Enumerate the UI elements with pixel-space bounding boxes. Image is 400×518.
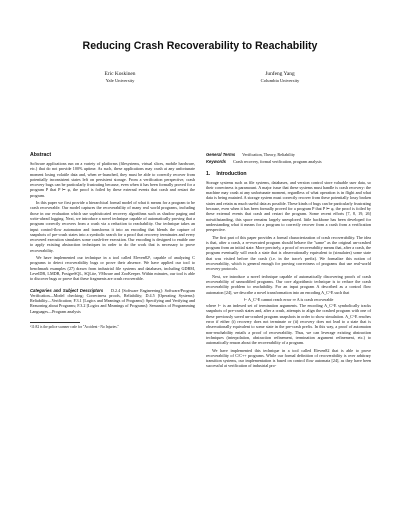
author-affiliation: Columbia University: [260, 78, 300, 83]
categories-text: D.2.4 [Software Engineering]: Software/Program Verification—Model checking; Correctness proofs, Reliability; D.4.5 [Operating Systems]: Reliability—Verification; F.3.1 [Logics and Meanings of Programs]: Specifying and Verifying and Reasoning about Programs; F.3.2 [Logics and Meanings of Programs]: Semantics of Programming Languages—Program analysis: [30, 287, 195, 314]
abstract-paragraph: Software applications run on a variety of platforms (filesystems, virtual slices, mobile hardware, etc.) that do not provide 100% uptime. As such, these applications may crash at any unfortunate moment losing volatile data and, when re-launched, they must be able to correctly recover from potentially inconsistent states left on persistent storage. From a verification perspective, crash recovery bugs can be particularly frustrating because, even when it has been formally proved for a program P that P ⊨ φ, the proof is foiled by these external events that crash and restart the program.: [30, 161, 195, 198]
footnote-rule: [30, 322, 80, 323]
intro-paragraph: where ⊢ is an indexed set of termination arguments. The encoding A_C^E symbolically tracks snapshots of pre-crash states and, after a crash, attempts to align the crashed program with one of these previously saved un-crashed program snapshots in order to show simulation. A_C^E reaches error if either (i) recovery does not terminate or (ii) recovery does not lead to a state that is observationally equivalent to some state in the pre-crash prefix. In this way, a proof of automaton non-reachability entails a proof of recoverability. Thus, we can leverage existing abstraction techniques (interpolation, abstraction refinement, termination argument refinement, etc.) to automatically reason about the recoverability of a program.: [206, 303, 371, 346]
categories-block: [30, 288, 195, 314]
intro-paragraph: Next, we introduce a novel technique capable of automatically discovering proofs of crash recoverability of unmodified programs. Our core algorithmic technique is to reduce the crash recoverability problem to reachability. For an input program A described as a control flow automaton [24], we describe a novel transformation into an encoding A_C^E such that: [206, 273, 371, 295]
intro-heading: [206, 171, 371, 177]
author-block: [40, 71, 200, 85]
general-terms-text: Verification, Theory, Reliability: [242, 152, 295, 157]
keywords: [206, 159, 371, 164]
abstract-heading: Abstract: [30, 152, 52, 158]
author-name: Eric Koskinen: [104, 71, 136, 77]
left-column: [30, 152, 195, 330]
author-name: Junfeng Yang: [265, 71, 295, 77]
general-terms: [206, 152, 371, 157]
paper-title: Reducing Crash Recoverability to Reachability: [82, 40, 318, 52]
section-title: Introduction: [216, 170, 247, 177]
keywords-text: Crash recovery, formal verification, program analysis: [233, 159, 322, 165]
intro-paragraph: We have implemented this technique in a tool called Eleven82 that is able to prove recoverability of C/C++ programs. While our formal definition of recoverability is over arbitrary transition systems, our implementation is based on control flow automata [24], as they have been successful at verification of industrial pro-: [206, 347, 371, 369]
abstract-paragraph: We have implemented our technique in a tool called Eleven82¹, capable of analyzing C programs to detect recoverability bugs or prove their absence. We have applied our tool to benchmark examples (27) drawn from industrial file systems and databases, including GDBM, LevelDB, LMDB, PostgreSQL, SQLite, VMware and ZooKeeper. Within minutes, our tool is able to discover bugs or prove that these fragments are crash recoverable.: [30, 255, 195, 282]
keywords-label: Keywords: [206, 159, 227, 165]
general-terms-label: General Terms: [206, 152, 236, 157]
display-formula: ⊢ A_C^E cannot reach error ⇒ A is crash recoverable: [243, 296, 334, 302]
intro-paragraph: Storage systems such as file systems, databases, and version control store valuable user data, so their correctness is paramount. A major issue that these systems must handle is crash recovery: the machine may crash at any unfortunate moment, regardless of what operation is in flight and what data is being mutated. A storage system must correctly recover from these potentially lossy broken states and retain as much useful data as possible. These kinds of bugs can be particularly frustrating because, even when it has been formally proved for a program P that P ⊨ φ, the proof is foiled by these external events that crash and restart the program. Some recent efforts [7, 8, 19, 26] notwithstanding, this space remains largely unexplored. little backbone has been developed for understanding what it means for a program to correctly recover from a crash from a verification perspective.: [206, 179, 371, 233]
intro-paragraph: The first part of this paper provides a formal characterization of crash recoverability. The idea is that, after a crash, a re-executed program should behave the "same" as the original un-crashed program from an initial state. More precisely, a proof of recoverability means that, after a crash, the program eventually will reach a state that is observationally equivalent to (simulates) some state that was visited before the crash (i.e. in the trace's prefix). We formalize this notion of recoverability, which is general enough for proving correctness of programs that use real-world recovery protocols.: [206, 234, 371, 272]
author-affiliation: Yale University: [105, 78, 135, 83]
abstract-paragraph: In this paper we first provide a hierarchical formal model of what it means for a program to be crash recoverable. Our model captures the recoverability of many real world programs, including those in our evaluation which use sophisticated recovery algorithms such as shadow paging and write-ahead logging. Next, we introduce a novel technique capable of automatically proving that a program correctly recovers from a crash via a reduction to reachability. Our technique takes an input control-flow automaton and transforms it into an encoding that blends the capture of snapshots of pre-crash states into a symbolic search for a proof that recovery terminates and every recovered execution simulates some crash-free execution. Our encoding is designed to enable one to apply existing abstraction techniques in order to do the work that is necessary to prove recoverability.: [30, 200, 195, 253]
author-block: [200, 71, 360, 85]
right-column: [206, 152, 371, 371]
section-number: 1.: [206, 170, 211, 177]
categories-heading: Categories and Subject Descriptors: [30, 287, 104, 293]
footnote: ¹11:82 is the police scanner code for "Accident - No Injuries.": [30, 325, 120, 330]
